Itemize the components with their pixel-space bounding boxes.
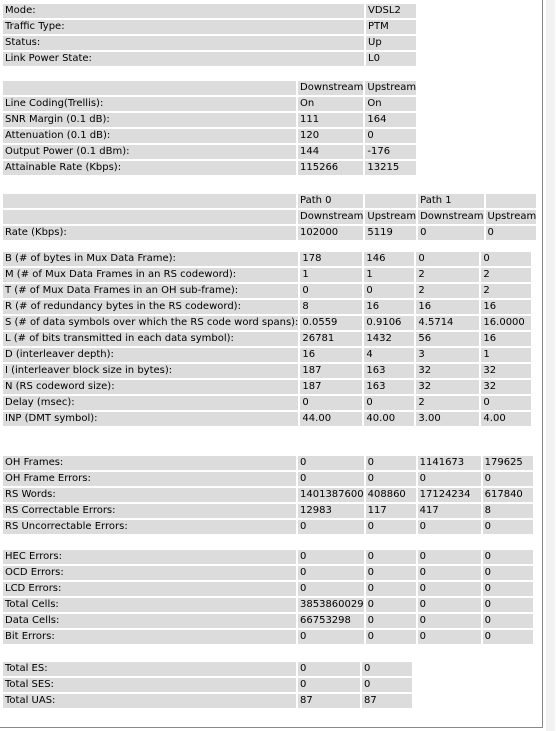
row-value: 0 bbox=[366, 566, 416, 580]
upstream-value: 0 bbox=[365, 129, 416, 143]
row-value: 1 bbox=[481, 348, 531, 362]
row-label: RS Words: bbox=[3, 488, 296, 502]
info-row bbox=[3, 52, 416, 66]
downstream-value: 115266 bbox=[298, 161, 363, 175]
path-header-row bbox=[3, 194, 536, 208]
row-label: OH Frame Errors: bbox=[3, 472, 296, 486]
row-value: 0 bbox=[366, 614, 416, 628]
row-value: 16 bbox=[300, 348, 362, 362]
column-header: Upstream bbox=[367, 211, 417, 222]
line-row bbox=[3, 113, 416, 127]
row-value: 0 bbox=[418, 472, 481, 486]
row-label: Link Power State: bbox=[3, 52, 364, 66]
row-value: 44.00 bbox=[300, 412, 362, 426]
row-value: 12983 bbox=[298, 504, 364, 518]
row-value: 163 bbox=[364, 380, 414, 394]
row-value: 32 bbox=[416, 364, 479, 378]
row-label: LCD Errors: bbox=[3, 582, 296, 596]
row-value: 0 bbox=[418, 630, 481, 644]
row-label: Data Cells: bbox=[3, 614, 296, 628]
downstream-value: 87 bbox=[298, 694, 360, 708]
table-row bbox=[3, 268, 531, 282]
table-row bbox=[3, 598, 533, 612]
row-value: PTM bbox=[366, 20, 416, 34]
column-header: Upstream bbox=[367, 82, 417, 93]
row-value: 617840 bbox=[483, 488, 533, 502]
blank-cell bbox=[365, 194, 416, 208]
row-value: 408860 bbox=[366, 488, 416, 502]
row-label: Delay (msec): bbox=[3, 396, 298, 410]
table-row bbox=[3, 284, 531, 298]
row-value: VDSL2 bbox=[366, 4, 416, 18]
row-label: R (# of redundancy bytes in the RS codeword): bbox=[3, 300, 298, 314]
row-value: 16 bbox=[416, 300, 479, 314]
path-0-header: Path 0 bbox=[298, 194, 363, 208]
table-row bbox=[3, 472, 533, 486]
row-label: Attenuation (0.1 dB): bbox=[3, 129, 296, 143]
path-subheader-row bbox=[3, 210, 536, 224]
row-label: OH Frames: bbox=[3, 456, 296, 470]
blank-cell bbox=[3, 81, 296, 95]
line-row bbox=[3, 97, 416, 111]
line-row bbox=[3, 129, 416, 143]
rate-row bbox=[3, 226, 536, 240]
row-value: 0 bbox=[416, 252, 479, 266]
upstream-value: 164 bbox=[365, 113, 416, 127]
path-stats-table bbox=[1, 192, 538, 242]
row-value: 16 bbox=[364, 300, 414, 314]
row-value: 0 bbox=[298, 472, 364, 486]
info-row bbox=[3, 20, 416, 34]
row-value: 0 bbox=[366, 630, 416, 644]
row-value: 0 bbox=[483, 582, 533, 596]
upstream-value: 87 bbox=[362, 694, 412, 708]
row-value: 0 bbox=[483, 550, 533, 564]
row-value: 0 bbox=[298, 456, 364, 470]
row-label: HEC Errors: bbox=[3, 550, 296, 564]
row-value: 117 bbox=[366, 504, 416, 518]
row-value: 179625 bbox=[483, 456, 533, 470]
row-value: 4.00 bbox=[481, 412, 531, 426]
row-label: Bit Errors: bbox=[3, 630, 296, 644]
row-label: N (RS codeword size): bbox=[3, 380, 298, 394]
table-row bbox=[3, 630, 533, 644]
row-value: 56 bbox=[416, 332, 479, 346]
row-value: 16 bbox=[481, 300, 531, 314]
table-row bbox=[3, 550, 533, 564]
info-row bbox=[3, 36, 416, 50]
row-value: 1432 bbox=[364, 332, 414, 346]
row-value: 163 bbox=[364, 364, 414, 378]
row-value: 26781 bbox=[300, 332, 362, 346]
table-row bbox=[3, 412, 531, 426]
row-value: 2 bbox=[481, 284, 531, 298]
row-label: T (# of Mux Data Frames in an OH sub-frame): bbox=[3, 284, 298, 298]
row-label: S (# of data symbols over which the RS code word spans): bbox=[5, 317, 299, 328]
table-row bbox=[3, 566, 533, 580]
total-rows bbox=[3, 662, 412, 708]
page-scrollbar[interactable] bbox=[546, 0, 555, 731]
row-label: SNR Margin (0.1 dB): bbox=[3, 113, 296, 127]
row-value: 0 bbox=[366, 582, 416, 596]
row-value: 4 bbox=[364, 348, 414, 362]
row-value: Up bbox=[366, 36, 416, 50]
row-value: 0 bbox=[298, 550, 364, 564]
downstream-value: 0 bbox=[298, 678, 360, 692]
row-value: 0 bbox=[483, 472, 533, 486]
row-value: 0 bbox=[300, 284, 362, 298]
table-row bbox=[3, 380, 531, 394]
row-value: 2 bbox=[481, 268, 531, 282]
row-value: 187 bbox=[300, 380, 362, 394]
row-value: 1401387600 bbox=[300, 489, 364, 500]
table-row bbox=[3, 582, 533, 596]
table-row bbox=[3, 332, 531, 346]
line-stats-table bbox=[1, 79, 418, 177]
row-label: D (interleaver depth): bbox=[3, 348, 298, 362]
upstream-value: 13215 bbox=[365, 161, 416, 175]
row-value: 0 bbox=[481, 396, 531, 410]
downstream-value: On bbox=[298, 97, 363, 111]
row-value: 8 bbox=[300, 300, 362, 314]
downstream-value: 120 bbox=[298, 129, 363, 143]
row-value: 16.0000 bbox=[481, 316, 531, 330]
row-value: L0 bbox=[366, 52, 416, 66]
table-row bbox=[3, 252, 531, 266]
row-value: 0 bbox=[418, 520, 481, 534]
frame-params-table bbox=[1, 250, 533, 428]
cell-rows bbox=[3, 550, 533, 644]
row-value: 187 bbox=[300, 364, 362, 378]
table-row bbox=[3, 678, 412, 692]
row-label: Traffic Type: bbox=[3, 20, 364, 34]
row-value: 0 bbox=[364, 396, 414, 410]
row-label: L (# of bits transmitted in each data symbol): bbox=[3, 332, 298, 346]
table-row bbox=[3, 520, 533, 534]
row-value: 417 bbox=[418, 504, 481, 518]
info-row bbox=[3, 4, 416, 18]
table-row bbox=[3, 300, 531, 314]
row-value: 1 bbox=[364, 268, 414, 282]
blank-cell bbox=[486, 194, 537, 208]
row-label: Total SES: bbox=[3, 678, 296, 692]
row-value: 1141673 bbox=[418, 456, 481, 470]
row-label: RS Correctable Errors: bbox=[3, 504, 296, 518]
row-value: 4.5714 bbox=[416, 316, 479, 330]
row-value: 32 bbox=[481, 380, 531, 394]
row-value: 0 bbox=[366, 520, 416, 534]
row-label: Attainable Rate (Kbps): bbox=[3, 161, 296, 175]
table-row bbox=[3, 316, 531, 330]
table-row bbox=[3, 694, 412, 708]
row-value: 0.0559 bbox=[300, 316, 362, 330]
column-header: Upstream bbox=[487, 211, 537, 222]
row-value: 0 bbox=[298, 630, 364, 644]
table-row bbox=[3, 456, 533, 470]
oh-rs-table bbox=[1, 454, 535, 536]
row-value: 0 bbox=[483, 630, 533, 644]
row-value: 0 bbox=[418, 566, 481, 580]
table-row bbox=[3, 662, 412, 676]
path-1-header: Path 1 bbox=[418, 194, 483, 208]
row-value: 0 bbox=[366, 456, 416, 470]
table-row bbox=[3, 348, 531, 362]
row-value: 0 bbox=[483, 598, 533, 612]
row-value: 0 bbox=[418, 226, 483, 240]
upstream-value: On bbox=[365, 97, 416, 111]
upstream-value: -176 bbox=[365, 145, 416, 159]
info-rows bbox=[3, 4, 416, 66]
row-value: 0 bbox=[298, 582, 364, 596]
row-value: 0 bbox=[418, 598, 481, 612]
row-value: 40.00 bbox=[364, 412, 414, 426]
row-label: Output Power (0.1 dBm): bbox=[3, 145, 296, 159]
totals-table bbox=[1, 660, 414, 710]
row-value: 1 bbox=[300, 268, 362, 282]
row-value: 0 bbox=[364, 284, 414, 298]
column-header: Downstream bbox=[420, 211, 484, 222]
row-value: 3.00 bbox=[416, 412, 479, 426]
row-value: 146 bbox=[364, 252, 414, 266]
row-value: 32 bbox=[481, 364, 531, 378]
row-label: Mode: bbox=[3, 4, 364, 18]
row-value: 8 bbox=[483, 504, 533, 518]
row-value: 0 bbox=[483, 614, 533, 628]
info-table bbox=[1, 2, 418, 68]
row-value: 0 bbox=[486, 226, 537, 240]
table-row bbox=[3, 614, 533, 628]
column-header: Downstream bbox=[300, 211, 364, 222]
row-label: Status: bbox=[3, 36, 364, 50]
table-row bbox=[3, 504, 533, 518]
row-value: 2 bbox=[416, 396, 479, 410]
row-label: Rate (Kbps): bbox=[3, 226, 296, 240]
blank-cell bbox=[3, 194, 296, 208]
row-value: 0.9106 bbox=[364, 316, 414, 330]
row-label: Total UAS: bbox=[3, 694, 296, 708]
row-label: INP (DMT symbol): bbox=[3, 412, 298, 426]
row-label: I (interleaver block size in bytes): bbox=[3, 364, 298, 378]
row-value: 0 bbox=[418, 582, 481, 596]
row-label: OCD Errors: bbox=[3, 566, 296, 580]
row-value: 3853860029 bbox=[300, 599, 364, 610]
downstream-value: 111 bbox=[298, 113, 363, 127]
row-value: 17124234 bbox=[418, 488, 481, 502]
row-value: 0 bbox=[366, 598, 416, 612]
downstream-value: 0 bbox=[298, 662, 360, 676]
row-value: 102000 bbox=[298, 226, 363, 240]
row-value: 0 bbox=[366, 472, 416, 486]
upstream-value: 0 bbox=[362, 662, 412, 676]
row-value: 16 bbox=[481, 332, 531, 346]
frame-rows bbox=[3, 252, 531, 426]
cell-errors-table bbox=[1, 548, 535, 646]
line-row bbox=[3, 161, 416, 175]
row-value: 178 bbox=[300, 252, 362, 266]
oh-rows bbox=[3, 456, 533, 534]
row-value: 0 bbox=[418, 550, 481, 564]
row-label: Total Cells: bbox=[3, 598, 296, 612]
row-value: 0 bbox=[300, 396, 362, 410]
row-value: 5119 bbox=[365, 226, 416, 240]
row-label: Total ES: bbox=[3, 662, 296, 676]
row-value: 66753298 bbox=[298, 614, 364, 628]
table-row bbox=[3, 396, 531, 410]
column-header: Downstream bbox=[300, 82, 364, 93]
row-value: 3 bbox=[416, 348, 479, 362]
row-value: 0 bbox=[483, 520, 533, 534]
row-label: Line Coding(Trellis): bbox=[3, 97, 296, 111]
downstream-value: 144 bbox=[298, 145, 363, 159]
row-value: 0 bbox=[298, 566, 364, 580]
row-value: 0 bbox=[418, 614, 481, 628]
row-label: M (# of Mux Data Frames in an RS codeword): bbox=[3, 268, 298, 282]
row-label: B (# of bytes in Mux Data Frame): bbox=[3, 252, 298, 266]
table-row bbox=[3, 364, 531, 378]
upstream-value: 0 bbox=[362, 678, 412, 692]
line-row bbox=[3, 145, 416, 159]
table-row bbox=[3, 488, 533, 502]
row-value: 0 bbox=[483, 566, 533, 580]
row-value: 0 bbox=[481, 252, 531, 266]
row-value: 2 bbox=[416, 268, 479, 282]
row-value: 32 bbox=[416, 380, 479, 394]
row-value: 0 bbox=[298, 520, 364, 534]
line-header-row bbox=[3, 81, 416, 95]
row-value: 2 bbox=[416, 284, 479, 298]
row-value: 0 bbox=[366, 550, 416, 564]
row-label: RS Uncorrectable Errors: bbox=[3, 520, 296, 534]
blank-cell bbox=[3, 210, 296, 224]
